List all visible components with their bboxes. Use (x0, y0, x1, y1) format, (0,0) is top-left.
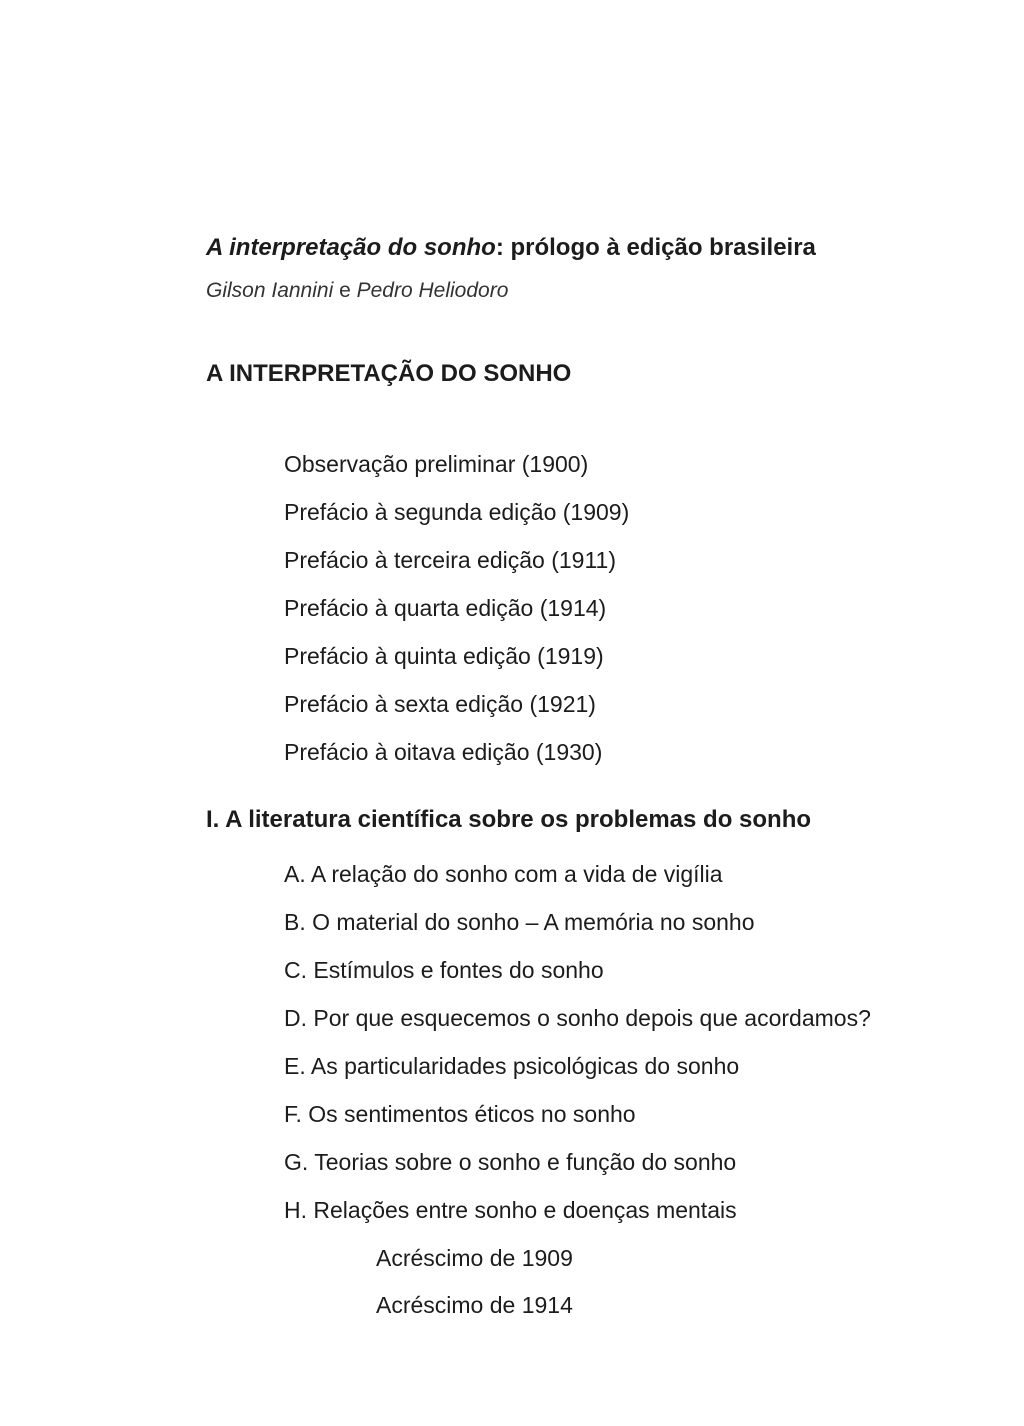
entry-title: D. Por que esquecemos o sonho depois que acordamos? (284, 1005, 871, 1031)
entry-title: Prefácio à sexta edição (1921) (284, 691, 596, 717)
section-heading: A INTERPRETAÇÃO DO SONHO (206, 360, 572, 387)
author-name: Pedro Heliodoro (356, 279, 509, 302)
entry-title: Prefácio à quarta edição (1914) (284, 595, 607, 621)
entry-title: Prefácio à quinta edição (1919) (284, 643, 604, 669)
entry-title: H. Relações entre sonho e doenças mentais (284, 1197, 737, 1223)
author-connector: e (333, 279, 357, 302)
entry-title: G. Teorias sobre o sonho e função do sonho (284, 1149, 737, 1175)
entry-title: Acréscimo de 1914 (376, 1292, 573, 1318)
entry-title: B. O material do sonho – A memória no sonho (284, 909, 755, 935)
entry-title: Acréscimo de 1909 (376, 1245, 573, 1271)
entry-title: E. As particularidades psicológicas do sonho (284, 1053, 740, 1079)
entry-title (206, 234, 816, 262)
entry-title: A. A relação do sonho com a vida de vigília (284, 861, 723, 887)
entry-title-italic: A interpretação do sonho (206, 234, 496, 261)
prologue-authors (206, 279, 508, 303)
entry-title: Observação preliminar (1900) (284, 451, 589, 477)
entry-title: C. Estímulos e fontes do sonho (284, 957, 604, 983)
entry-title: Prefácio à terceira edição (1911) (284, 547, 616, 573)
entry-title: Prefácio à oitava edição (1930) (284, 739, 603, 765)
entry-title: Prefácio à segunda edição (1909) (284, 499, 630, 525)
author-name: Gilson Iannini (206, 279, 334, 302)
entry-title: F. Os sentimentos éticos no sonho (284, 1101, 636, 1127)
entry-title-rest: : prólogo à edição brasileira (495, 234, 816, 261)
entry-title: I. A literatura científica sobre os problemas do sonho (206, 806, 812, 833)
